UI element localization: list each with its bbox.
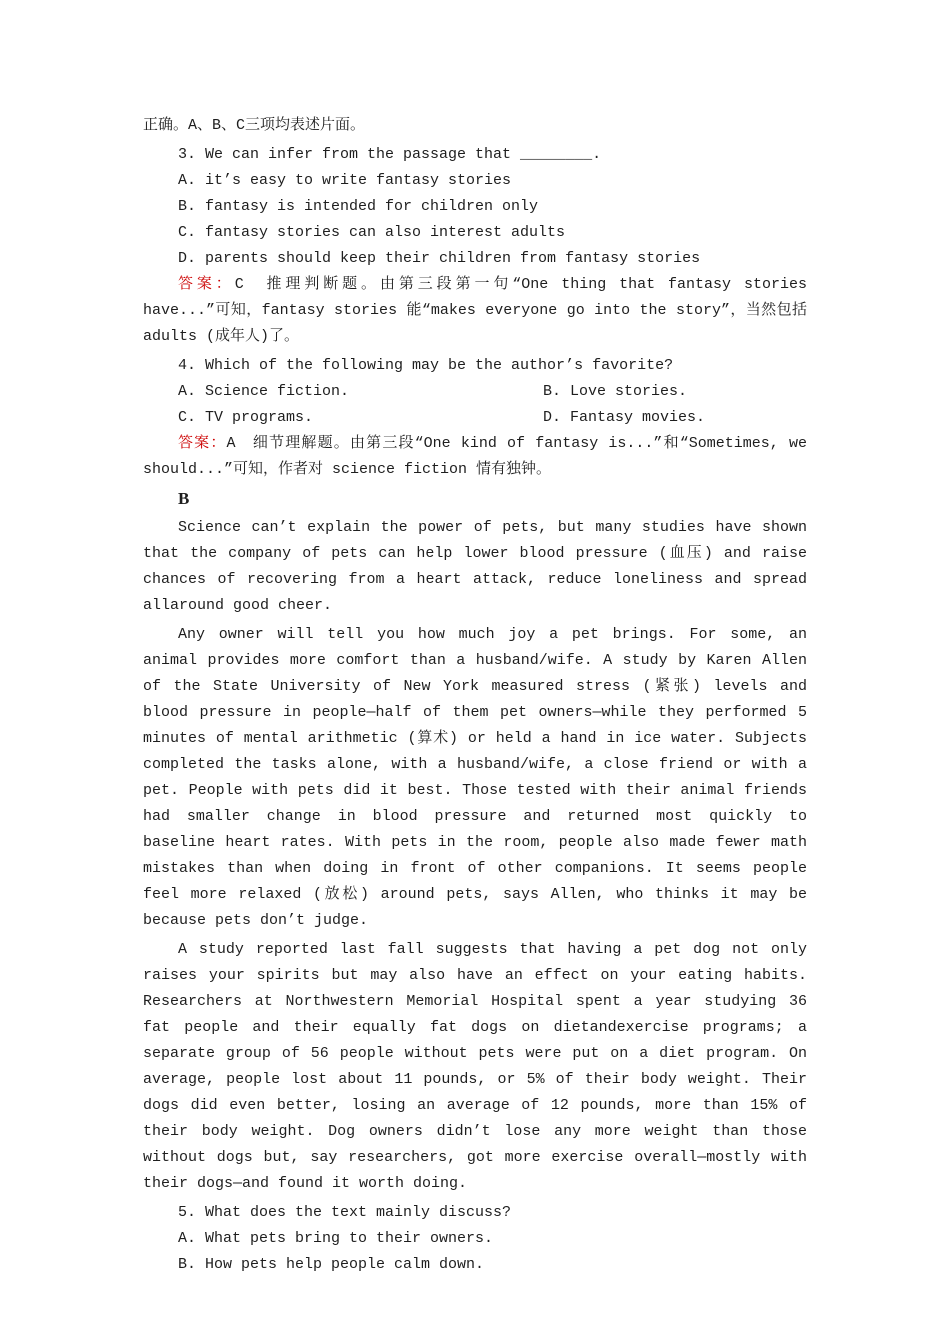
answer-3-text: C 推理判断题。由第三段第一句“One thing that fantasy stories have...”可知，fantasy stories 能“makes everyone go into the story”，当然包括 adults (成年人)了。 xyxy=(143,276,807,345)
q4-option-c: C. TV programs. xyxy=(178,409,314,426)
passage-paragraph-2: Any owner will tell you how much joy a pet brings. For some, an animal provides more comfort than a husband/wife. A study by Karen Allen of the State University of New York measured stress (紧张) levels and blood pressure in people—half of them pet owners—while they performed 5 minutes of mental arithmetic (算术) or held a hand in ice water. Subjects completed the tasks alone, with a husband/wife, a close friend or with a pet. People with pets did it best. Those tested with their animal friends had smaller change in blood pressure and returned most quickly to baseline heart rates. With pets in the room, people also made fewer math mistakes than when doing in front of other companions. It seems people feel more relaxed (放松) around pets, says Allen, who thinks it may be because pets don’t judge. xyxy=(143,626,807,929)
answer-3-label: 答案： xyxy=(178,276,235,293)
q4-options-row-1 xyxy=(143,379,807,405)
q3-option-d: D. parents should keep their children from fantasy stories xyxy=(178,250,701,267)
answer-4-text: A 细节理解题。由第三段“One kind of fantasy is...”和“Sometimes, we should...”可知，作者对 science fiction 情有独钟。 xyxy=(143,435,807,478)
q3-option-b: B. fantasy is intended for children only xyxy=(178,198,539,215)
q4-option-b: B. Love stories. xyxy=(543,383,688,400)
intro-text: 正确。A、B、C三项均表述片面。 xyxy=(143,117,366,134)
q4-option-a: A. Science fiction. xyxy=(178,383,350,400)
question-3: 3. We can infer from the passage that ________. xyxy=(178,146,602,163)
q3-option-c: C. fantasy stories can also interest adults xyxy=(178,224,566,241)
passage-paragraph-3: A study reported last fall suggests that having a pet dog not only raises your spirits but may also have an effect on your eating habits. Researchers at Northwestern Memorial Hospital spent a year studying 36 fat people and their equally fat dogs on dietandexercise programs; a separate group of 56 people without pets were put on a diet program. On average, people lost about 11 pounds, or 5% of their body weight. Their dogs did even better, losing an average of 12 pounds, more than 15% of their body weight. Dog owners didn’t lose any more weight than those without dogs but, say researchers, got more exercise overall—mostly with their dogs—and found it worth doing. xyxy=(143,941,807,1192)
answer-3 xyxy=(143,272,807,350)
question-4: 4. Which of the following may be the author’s favorite? xyxy=(178,357,674,374)
passage-paragraph-1: Science can’t explain the power of pets, but many studies have shown that the company of pets can help lower blood pressure (血压) and raise chances of recovering from a heart attack, reduce loneliness and spread allaround good cheer. xyxy=(143,519,807,614)
q4-options-row-2 xyxy=(143,405,807,431)
q5-option-b: B. How pets help people calm down. xyxy=(178,1256,485,1273)
answer-4 xyxy=(143,431,807,483)
question-5: 5. What does the text mainly discuss? xyxy=(178,1204,512,1221)
q4-option-d: D. Fantasy movies. xyxy=(543,409,706,426)
q3-option-a: A. it’s easy to write fantasy stories xyxy=(178,172,512,189)
q5-option-a: A. What pets bring to their owners. xyxy=(178,1230,494,1247)
answer-4-label: 答案： xyxy=(178,435,227,452)
passage-section-label: B xyxy=(178,489,190,508)
